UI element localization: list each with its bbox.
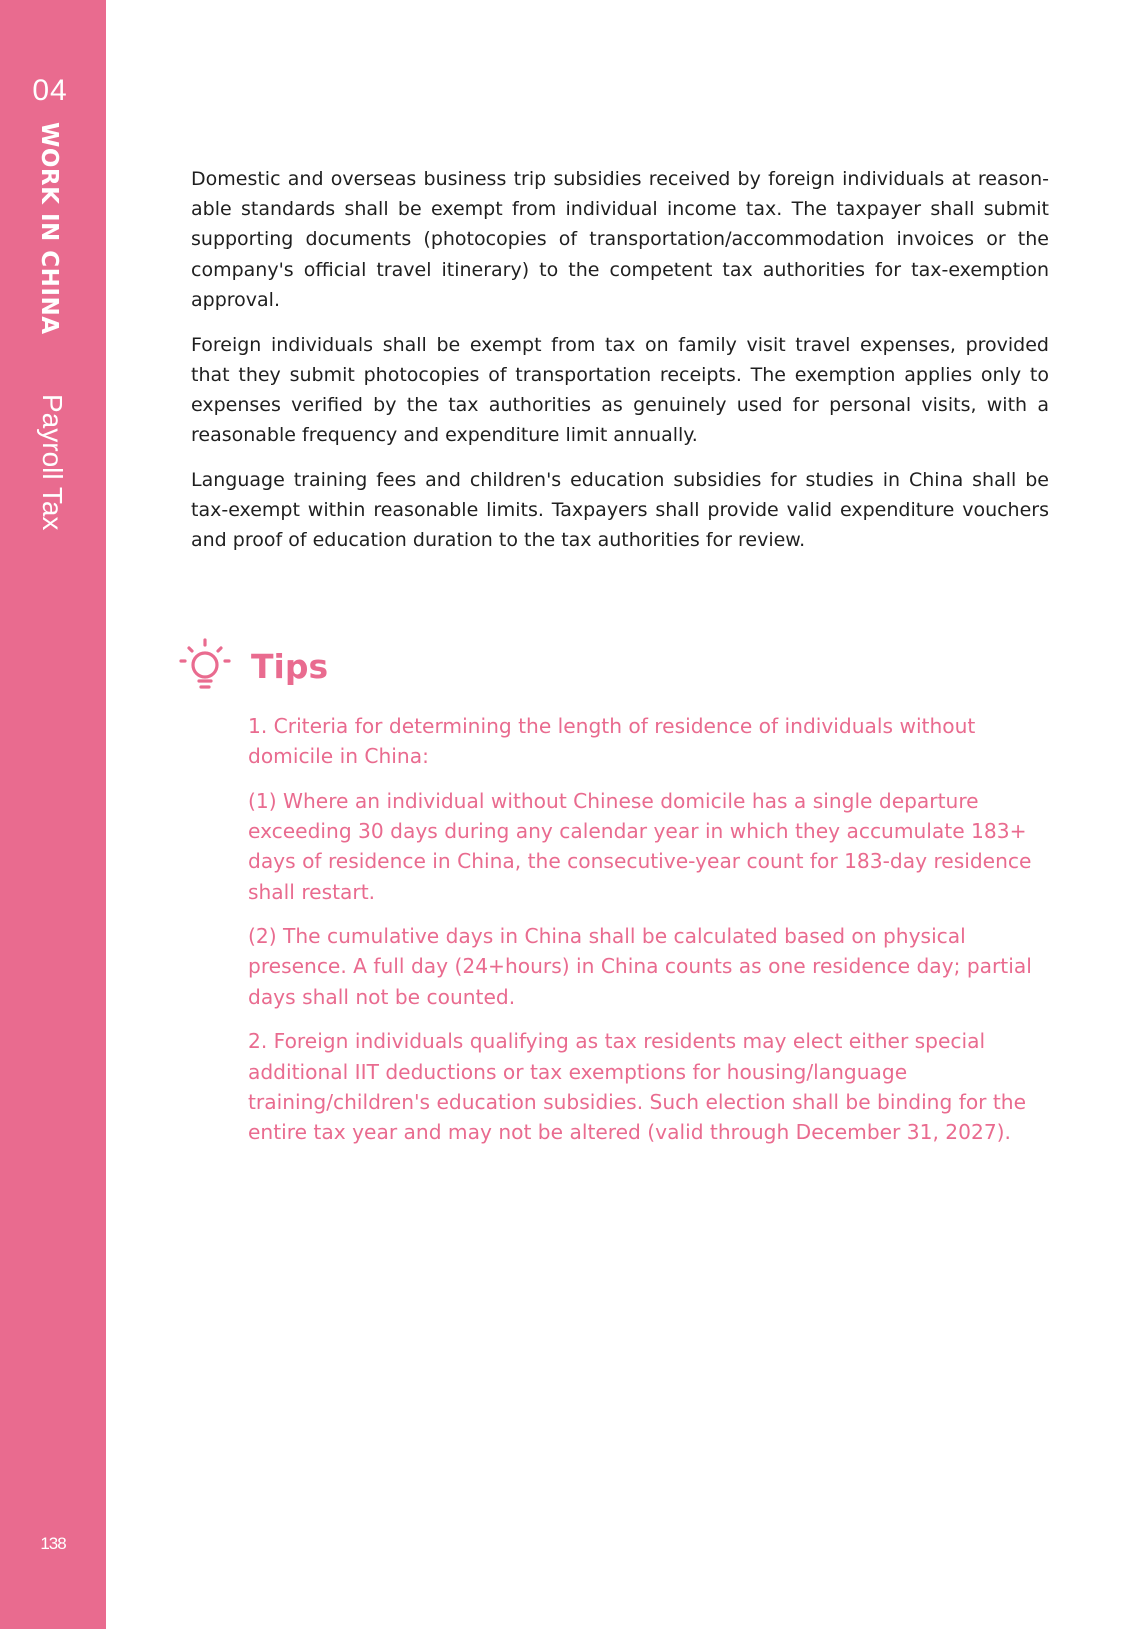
chapter-sidebar <box>0 0 106 1629</box>
tips-body <box>248 711 1048 1162</box>
page-number: 138 <box>40 1534 66 1553</box>
chapter-number: 04 <box>32 74 68 107</box>
tips-title: Tips <box>251 646 329 686</box>
section-subtitle: Payroll Tax <box>37 394 68 531</box>
tip-item: 1. Criteria for determining the length of residence of individuals without domicile in China: <box>248 714 976 769</box>
tip-item: (2) The cumulative days in China shall be calculated based on physical presence. A full day (24+hours) in China counts as one residence day; partial days shall not be counted. <box>248 924 1032 1009</box>
section-title: WORK IN CHINA <box>36 122 62 335</box>
paragraph-family-visit: Foreign individuals shall be exempt from tax on family visit travel expenses, provided that they submit photocopies of transportation receipts. The exemption applies only to expenses verified by the tax authorities as genuinely used for personal visits, with a reasonable frequency and expenditure limit annually. <box>191 333 1049 447</box>
paragraph-education: Language training fees and children's education subsidies for studies in China shall be tax-exempt within reasonable limits. Taxpayers shall provide valid expenditure vouchers and proof of education duration to the tax authorities for review. <box>191 468 1049 552</box>
main-body <box>191 164 1049 570</box>
tip-item: 2. Foreign individuals qualifying as tax residents may elect either special additional IIT deductions or tax exemptions for housing/language training/children's education subsidies. Such election shall be binding for the entire tax year and may not be altered (valid through December 31, 2027). <box>248 1029 1027 1144</box>
lightbulb-icon <box>178 636 234 696</box>
tip-item: (1) Where an individual without Chinese domicile has a single departure exceeding 30 days during any calendar year in which they accumulate 183+ days of residence in China, the consecutive-year count for 183-day residence shall restart. <box>248 788 1032 904</box>
paragraph-business-trip: Domestic and overseas business trip subsidies received by foreign individuals at reason-able standards shall be exempt from individual income tax. The taxpayer shall submit supporting documents (photocopies of transportation/accommodation invoices or the company's official travel itinerary) to the competent tax authorities for tax-exemption approval. <box>191 168 1049 311</box>
tips-header <box>178 636 328 696</box>
